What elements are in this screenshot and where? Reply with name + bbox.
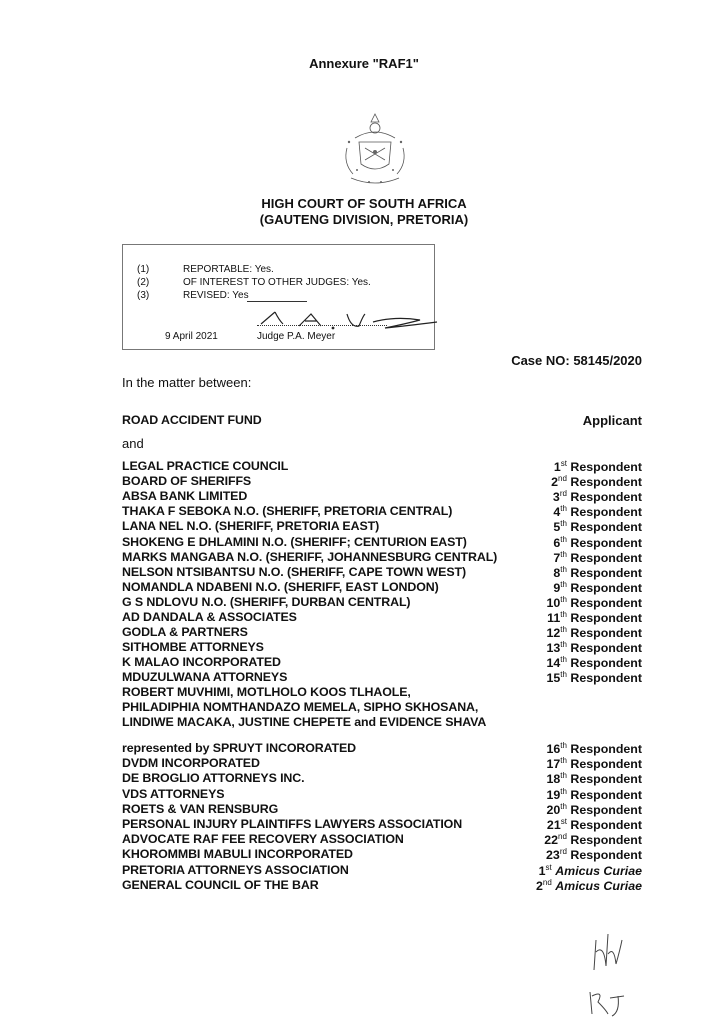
- party-name: ROETS & VAN RENSBURG: [122, 801, 279, 816]
- role-label: Respondent: [570, 787, 642, 802]
- ordinal-suffix: nd: [558, 474, 567, 484]
- role-label: Amicus Curiae: [555, 878, 642, 893]
- party-name: MARKS MANGABA N.O. (SHERIFF, JOHANNESBURG CENTRAL): [122, 549, 498, 564]
- party-role: [553, 519, 642, 534]
- party-name: DVDM INCORPORATED: [122, 756, 260, 771]
- party-name: VDS ATTORNEYS: [122, 786, 225, 801]
- ordinal-number: 11: [547, 611, 561, 626]
- reportable-box: [122, 244, 435, 350]
- ordinal-suffix: th: [560, 786, 567, 796]
- ordinal-number: 4: [553, 505, 561, 520]
- ordinal-suffix: th: [560, 655, 567, 665]
- court-name: HIGH COURT OF SOUTH AFRICA: [261, 196, 467, 211]
- ordinal-number: 23: [546, 848, 560, 863]
- court-division: (GAUTENG DIVISION, PRETORIA): [259, 212, 469, 227]
- annexure-label: Annexure "RAF1": [309, 56, 419, 71]
- ordinal-number: 22: [544, 833, 559, 848]
- role-label: Respondent: [570, 848, 642, 863]
- initials-signature-icon: [580, 930, 660, 1020]
- ordinal-suffix: nd: [542, 877, 552, 887]
- role-label: Amicus Curiae: [555, 863, 642, 878]
- judge-signature-icon: [255, 306, 445, 334]
- ordinal-number: 8: [553, 565, 561, 580]
- party-role: [553, 580, 642, 595]
- ordinal-suffix: th: [560, 579, 567, 589]
- ordinal-number: 2: [551, 475, 559, 490]
- party-name: PRETORIA ATTORNEYS ASSOCIATION: [122, 862, 349, 877]
- ordinal-suffix: th: [560, 534, 567, 544]
- party-role: [553, 565, 642, 580]
- party-name: KHOROMMBI MABULI INCORPORATED: [122, 847, 353, 862]
- party-role: [553, 504, 642, 519]
- ordinal-suffix: th: [560, 741, 567, 750]
- ordinal-suffix: th: [560, 504, 567, 514]
- role-label: Respondent: [570, 490, 642, 505]
- party-role: [546, 625, 642, 640]
- ordinal-number: 3: [552, 490, 560, 505]
- party-role: [546, 741, 642, 756]
- ordinal-number: 13: [546, 641, 561, 656]
- party-role: [536, 878, 642, 893]
- ordinal-suffix: th: [560, 640, 567, 650]
- ordinal-number: 19: [546, 787, 561, 802]
- applicant-name: ROAD ACCIDENT FUND: [122, 413, 262, 427]
- ordinal-number: 9: [553, 580, 561, 595]
- party-role: [553, 489, 642, 504]
- ordinal-number: 20: [546, 802, 561, 817]
- ordinal-suffix: th: [560, 756, 567, 766]
- judgment-date: 9 April 2021: [165, 331, 218, 342]
- and-separator: and: [122, 436, 144, 451]
- ordinal-number: 5: [553, 520, 561, 535]
- ordinal-number: 1: [538, 863, 546, 878]
- ordinal-number: 16: [546, 742, 561, 757]
- party-role: [553, 550, 642, 565]
- party-role: [546, 787, 642, 802]
- party-name: ADVOCATE RAF FEE RECOVERY ASSOCIATION: [122, 832, 404, 847]
- ordinal-suffix: th: [560, 594, 567, 604]
- party-role: [539, 863, 642, 878]
- group-line: PHILADIPHIA NOMTHANDAZO MEMELA, SIPHO SKHOSANA,: [122, 700, 479, 715]
- party-role: [546, 640, 642, 655]
- role-label: Respondent: [570, 535, 642, 550]
- role-label: Respondent: [570, 671, 642, 686]
- ordinal-number: 2: [535, 878, 543, 893]
- ordinal-number: 1: [553, 460, 561, 475]
- ordinal-suffix: th: [560, 625, 567, 635]
- party-role: [546, 595, 642, 610]
- ordinal-suffix: rd: [559, 847, 567, 857]
- role-label: Respondent: [570, 757, 642, 772]
- role-label: Respondent: [570, 802, 642, 817]
- ordinal-suffix: nd: [558, 832, 567, 842]
- box-item-num: (3): [137, 290, 150, 301]
- role-label: Respondent: [570, 505, 642, 520]
- judge-name: Judge P.A. Meyer: [257, 331, 336, 342]
- party-role: [553, 535, 642, 550]
- case-number: Case NO: 58145/2020: [511, 353, 642, 368]
- ordinal-suffix: st: [545, 862, 552, 872]
- party-role: [551, 474, 642, 489]
- party-name: LANA NEL N.O. (SHERIFF, PRETORIA EAST): [122, 519, 380, 534]
- party-role: [546, 771, 642, 786]
- box-item-text: OF INTEREST TO OTHER JUDGES: Yes.: [183, 277, 371, 288]
- box-item-text: REVISED: Yes: [183, 290, 249, 301]
- party-role: [554, 459, 642, 474]
- role-label: Respondent: [570, 626, 642, 641]
- party-role: [546, 670, 642, 685]
- ordinal-number: 18: [546, 772, 561, 787]
- ordinal-suffix: th: [560, 670, 567, 680]
- role-label: Respondent: [570, 580, 642, 595]
- party-name: AD DANDALA & ASSOCIATES: [122, 610, 297, 624]
- party-name: NELSON NTSIBANTSU N.O. (SHERIFF, CAPE TOWN WEST): [122, 564, 466, 579]
- role-label: Respondent: [570, 641, 642, 656]
- role-label: Respondent: [570, 565, 642, 580]
- party-role: [546, 802, 642, 817]
- party-role: [544, 832, 642, 847]
- party-name: GENERAL COUNCIL OF THE BAR: [122, 877, 319, 892]
- role-label: Respondent: [570, 550, 642, 565]
- party-role: [546, 756, 642, 771]
- party-name: LEGAL PRACTICE COUNCIL: [122, 459, 289, 473]
- ordinal-suffix: th: [560, 801, 567, 811]
- role-label: Respondent: [570, 818, 642, 833]
- party-name: DE BROGLIO ATTORNEYS INC.: [122, 771, 305, 786]
- applicant-role: Applicant: [582, 413, 642, 428]
- group-line: LINDIWE MACAKA, JUSTINE CHEPETE and EVIDENCE SHAVA: [122, 715, 487, 730]
- ordinal-number: 15: [546, 671, 561, 686]
- ordinal-number: 7: [553, 550, 561, 565]
- ordinal-suffix: th: [560, 564, 567, 574]
- ordinal-suffix: st: [560, 817, 567, 826]
- signature-underline: [247, 301, 307, 302]
- role-label: Respondent: [570, 520, 642, 535]
- role-label: Respondent: [570, 772, 642, 787]
- group-line: ROBERT MUVHIMI, MOTLHOLO KOOS TLHAOLE,: [122, 685, 411, 699]
- court-crest-icon: [335, 108, 415, 192]
- party-name: MDUZULWANA ATTORNEYS: [122, 670, 288, 685]
- box-item-num: (2): [137, 277, 150, 288]
- role-label: Respondent: [570, 742, 642, 757]
- party-name: SITHOMBE ATTORNEYS: [122, 640, 264, 655]
- party-role: [547, 610, 642, 625]
- role-label: Respondent: [570, 460, 642, 475]
- ordinal-number: 17: [546, 757, 561, 772]
- party-name: G S NDLOVU N.O. (SHERIFF, DURBAN CENTRAL): [122, 594, 411, 609]
- ordinal-number: 14: [546, 656, 561, 671]
- party-role: [547, 817, 642, 832]
- ordinal-suffix: th: [560, 519, 567, 529]
- party-role: [546, 847, 642, 862]
- party-name: K MALAO INCORPORATED: [122, 655, 281, 670]
- box-item-text: REPORTABLE: Yes.: [183, 264, 274, 275]
- role-label: Respondent: [570, 656, 642, 671]
- box-item-num: (1): [137, 264, 150, 275]
- party-name: PERSONAL INJURY PLAINTIFFS LAWYERS ASSOCIATION: [122, 817, 463, 831]
- role-label: Respondent: [570, 596, 642, 611]
- ordinal-suffix: th: [560, 549, 567, 559]
- ordinal-suffix: st: [560, 459, 567, 468]
- ordinal-suffix: th: [560, 771, 567, 781]
- ordinal-number: 6: [553, 535, 561, 550]
- role-label: Respondent: [570, 611, 642, 626]
- ordinal-number: 21: [546, 818, 561, 833]
- party-name: GODLA & PARTNERS: [122, 625, 248, 640]
- party-name: BOARD OF SHERIFFS: [122, 474, 252, 489]
- party-name: THAKA F SEBOKA N.O. (SHERIFF, PRETORIA CENTRAL): [122, 504, 453, 519]
- ordinal-number: 12: [546, 626, 561, 641]
- party-name: represented by SPRUYT INCORORATED: [122, 741, 356, 755]
- party-name: ABSA BANK LIMITED: [122, 489, 248, 504]
- matter-heading: In the matter between:: [122, 375, 252, 390]
- party-name: SHOKENG E DHLAMINI N.O. (SHERIFF; CENTURION EAST): [122, 534, 467, 549]
- party-role: [546, 655, 642, 670]
- role-label: Respondent: [570, 475, 642, 490]
- ordinal-number: 10: [546, 596, 561, 611]
- role-label: Respondent: [570, 833, 642, 848]
- party-name: NOMANDLA NDABENI N.O. (SHERIFF, EAST LONDON): [122, 579, 439, 594]
- ordinal-suffix: rd: [559, 489, 567, 499]
- ordinal-suffix: th: [560, 610, 567, 619]
